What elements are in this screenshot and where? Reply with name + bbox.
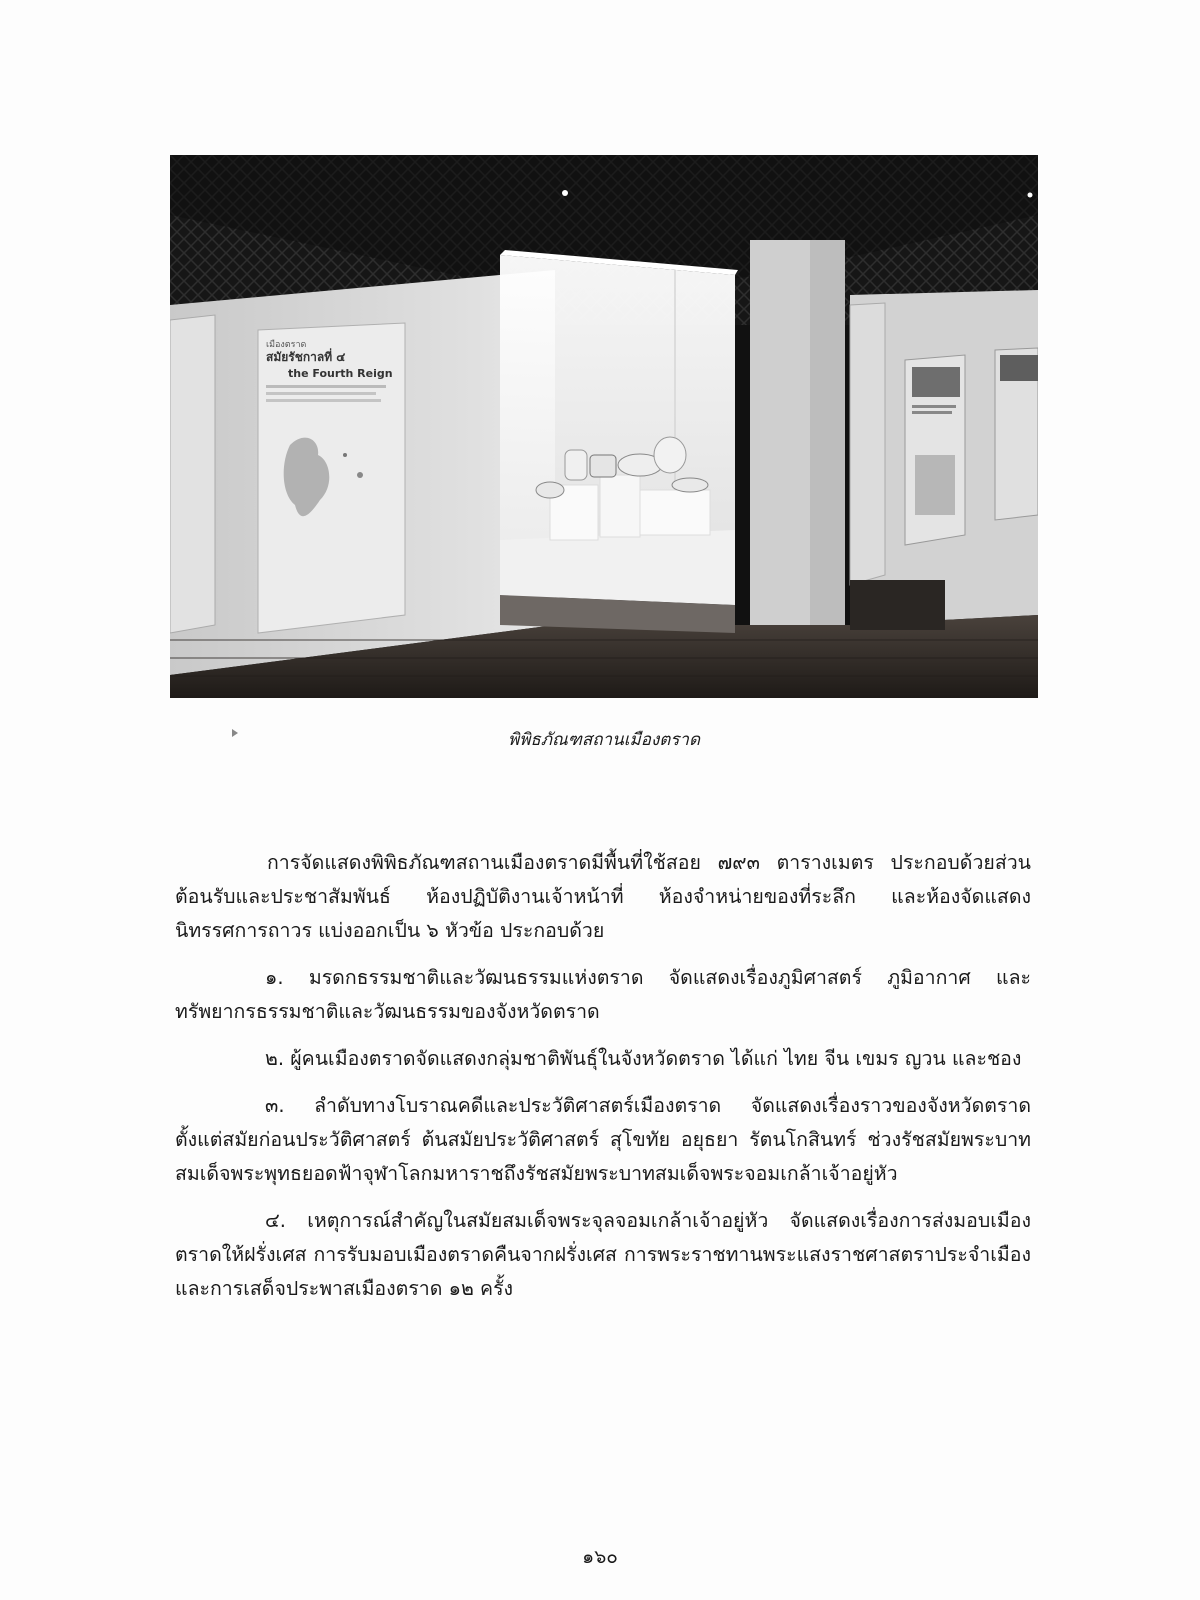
- panel-heading-thai: เมืองตราด: [266, 340, 307, 350]
- museum-photo-drawing: [170, 155, 1038, 698]
- museum-photo: [170, 155, 1038, 698]
- glass-display-case: [500, 250, 738, 605]
- panel-title-thai: สมัยรัชกาลที่ ๔: [266, 350, 346, 364]
- list-item-4: ๔. เหตุการณ์สำคัญในสมัยสมเด็จพระจุลจอมเกล้าเจ้าอยู่หัว จัดแสดงเรื่องการส่งมอบเมืองตราดให้ฝรั่งเศส การรับมอบเมืองตราดคืนจากฝรั่งเศส การพระราชทานพระแสงราชศาสตราประจำเมือง และการเสด็จประพาสเมืองตราด ๑๒ ครั้ง: [175, 1209, 1031, 1300]
- page-number: ๑๖๐: [582, 1546, 618, 1568]
- exhibit-panel-right: [905, 355, 965, 545]
- exhibit-panel-far-left: [170, 315, 215, 633]
- exhibit-panel-center-right: [850, 303, 885, 585]
- list-item-3: ๓. ลำดับทางโบราณคดีและประวัติศาสตร์เมืองตราด จัดแสดงเรื่องราวของจังหวัดตราด ตั้งแต่สมัยก่อนประวัติศาสตร์ ต้นสมัยประวัติศาสตร์ สุโขทัย อยุธยา รัตนโกสินทร์ ช่วงรัชสมัยพระบาทสมเด็จพระพุทธยอดฟ้าจุฬาโลกมหาราชถึงรัชสมัยพระบาทสมเด็จพระจอมเกล้าเจ้าอยู่หัว: [175, 1094, 1031, 1185]
- ceiling-spotlight: [562, 190, 568, 196]
- ceramic-jar-decorated: [590, 455, 616, 477]
- ceramic-bowl: [536, 482, 564, 498]
- ceramic-jar: [565, 450, 587, 480]
- list-item-2: ๒. ผู้คนเมืองตราดจัดแสดงกลุ่มชาติพันธุ์ในจังหวัดตราด ได้แก่ ไทย จีน เขมร ญวน และชอง: [265, 1047, 1022, 1070]
- intro-paragraph: การจัดแสดงพิพิธภัณฑสถานเมืองตราดมีพื้นที่ใช้สอย ๗๙๓ ตารางเมตร ประกอบด้วยส่วนต้อนรับและประชาสัมพันธ์ ห้องปฏิบัติงานเจ้าหน้าที่ ห้องจำหน่ายของที่ระลึก และห้องจัดแสดงนิทรรศการถาวร แบ่งออกเป็น ๖ หัวข้อ ประกอบด้วย: [175, 851, 1031, 942]
- panel-title-english: the Fourth Reign: [288, 367, 393, 380]
- scan-speck-icon: [230, 728, 240, 738]
- list-item-1: ๑. มรดกธรรมชาติและวัฒนธรรมแห่งตราด จัดแสดงเรื่องภูมิศาสตร์ ภูมิอากาศ และทรัพยากรธรรมชาติและวัฒนธรรมของจังหวัดตราด: [175, 966, 1031, 1023]
- exhibit-panel-far-right: [995, 348, 1038, 520]
- body-text: [175, 846, 1031, 1319]
- ceramic-plate-standing: [654, 437, 686, 473]
- floor-plinth: [850, 580, 945, 630]
- exhibit-panel-left: [258, 323, 405, 633]
- photo-caption: พิพิธภัณฑสถานเมืองตราด: [508, 730, 700, 750]
